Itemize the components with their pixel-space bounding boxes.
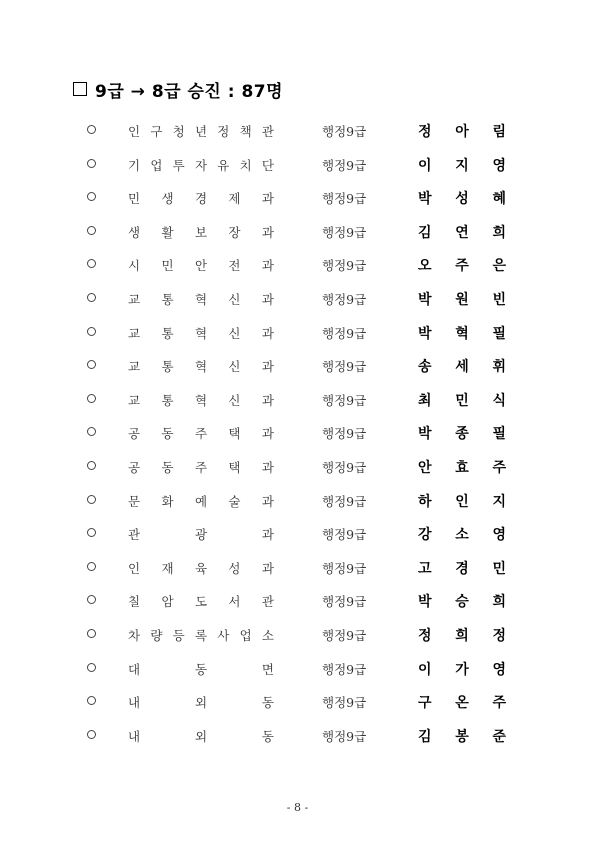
- section-heading-text: 9급 → 8급 승진 : 87명: [95, 81, 284, 102]
- list-item: [0, 484, 595, 518]
- department-name: 민 생 경 제 과: [128, 191, 274, 207]
- person-name: 정 아 림: [418, 124, 506, 140]
- person-name: 최 민 식: [418, 392, 506, 409]
- circle-bullet-icon: [87, 327, 96, 336]
- person-name: 하 인 지: [418, 493, 506, 510]
- job-grade: 행정9급: [322, 628, 367, 643]
- circle-bullet-icon: [87, 595, 96, 604]
- department-name: 시 민 안 전 과: [128, 258, 274, 274]
- list-item: [0, 517, 595, 551]
- job-grade: 행정9급: [322, 527, 367, 543]
- job-grade: 행정9급: [322, 560, 367, 576]
- job-grade: 행정9급: [322, 124, 367, 139]
- person-name: 박 성 혜: [418, 191, 506, 208]
- department-name: 생 활 보 장 과: [128, 224, 274, 240]
- circle-bullet-icon: [87, 461, 96, 470]
- person-name: 구 온 주: [418, 695, 506, 712]
- person-name: 고 경 민: [418, 560, 506, 577]
- list-item: [0, 652, 595, 686]
- job-grade: 행정9급: [322, 661, 367, 677]
- job-grade: 행정9급: [322, 695, 367, 711]
- circle-bullet-icon: [87, 629, 96, 638]
- job-grade: 행정9급: [322, 292, 367, 307]
- list-item: [0, 148, 595, 182]
- department-name: 차 량 등 록 사 업 소: [128, 628, 274, 643]
- job-grade: 행정9급: [322, 594, 367, 610]
- circle-bullet-icon: [87, 259, 96, 268]
- list-item: [0, 416, 595, 450]
- job-grade: 행정9급: [322, 191, 367, 207]
- job-grade: 행정9급: [322, 258, 367, 274]
- person-name: 오 주 은: [418, 258, 506, 275]
- circle-bullet-icon: [87, 293, 96, 302]
- person-name: 김 연 희: [418, 224, 506, 241]
- list-item: [0, 114, 595, 148]
- person-name: 강 소 영: [418, 527, 506, 544]
- list-item: [0, 282, 595, 316]
- job-grade: 행정9급: [322, 460, 367, 475]
- circle-bullet-icon: [87, 495, 96, 504]
- person-name: 박 종 필: [418, 426, 506, 443]
- job-grade: 행정9급: [322, 728, 367, 744]
- person-name: 안 효 주: [418, 460, 506, 476]
- list-item: [0, 215, 595, 249]
- list-item: [0, 316, 595, 350]
- circle-bullet-icon: [87, 696, 96, 705]
- circle-bullet-icon: [87, 528, 96, 537]
- department-name: 인 재 육 성 과: [128, 560, 274, 576]
- person-name: 박 원 빈: [418, 292, 506, 308]
- department-name: 문 화 예 술 과: [128, 493, 274, 509]
- circle-bullet-icon: [87, 226, 96, 235]
- department-name: 교 통 혁 신 과: [128, 359, 274, 375]
- department-name: 칠 암 도 서 관: [128, 594, 274, 610]
- section-heading: [73, 75, 283, 103]
- person-name: 이 가 영: [418, 661, 506, 678]
- job-grade: 행정9급: [322, 426, 367, 442]
- circle-bullet-icon: [87, 562, 96, 571]
- circle-bullet-icon: [87, 394, 96, 403]
- department-name: 대 동 면: [128, 661, 274, 677]
- list-item: [0, 551, 595, 585]
- job-grade: 행정9급: [322, 157, 367, 173]
- person-name: 김 봉 준: [418, 728, 506, 745]
- checkbox-square-icon: [73, 82, 87, 96]
- department-name: 공 동 주 택 과: [128, 426, 274, 442]
- department-name: 관 광 과: [128, 527, 274, 543]
- circle-bullet-icon: [87, 730, 96, 739]
- circle-bullet-icon: [87, 125, 96, 134]
- list-item: [0, 181, 595, 215]
- circle-bullet-icon: [87, 427, 96, 436]
- department-name: 내 외 동: [128, 695, 274, 711]
- circle-bullet-icon: [87, 192, 96, 201]
- department-name: 교 통 혁 신 과: [128, 325, 274, 341]
- list-item: [0, 685, 595, 719]
- person-name: 이 지 영: [418, 157, 506, 174]
- circle-bullet-icon: [87, 159, 96, 168]
- person-name: 박 혁 필: [418, 325, 506, 342]
- department-name: 인 구 청 년 정 책 관: [128, 124, 274, 139]
- department-name: 기 업 투 자 유 치 단: [128, 157, 274, 173]
- person-name: 송 세 휘: [418, 359, 506, 376]
- department-name: 교 통 혁 신 과: [128, 392, 274, 408]
- list-item: [0, 248, 595, 282]
- circle-bullet-icon: [87, 360, 96, 369]
- page-number: - 8 -: [286, 801, 309, 814]
- circle-bullet-icon: [87, 663, 96, 672]
- person-name: 박 승 희: [418, 594, 506, 611]
- department-name: 공 동 주 택 과: [128, 460, 274, 475]
- list-item: [0, 618, 595, 652]
- job-grade: 행정9급: [322, 359, 367, 375]
- job-grade: 행정9급: [322, 224, 367, 240]
- list-item: [0, 450, 595, 484]
- job-grade: 행정9급: [322, 325, 367, 341]
- department-name: 교 통 혁 신 과: [128, 292, 274, 307]
- person-name: 정 희 정: [418, 628, 506, 644]
- list-item: [0, 584, 595, 618]
- job-grade: 행정9급: [322, 392, 367, 408]
- list-item: [0, 383, 595, 417]
- department-name: 내 외 동: [128, 728, 274, 744]
- list-item: [0, 349, 595, 383]
- job-grade: 행정9급: [322, 493, 367, 509]
- list-item: [0, 719, 595, 753]
